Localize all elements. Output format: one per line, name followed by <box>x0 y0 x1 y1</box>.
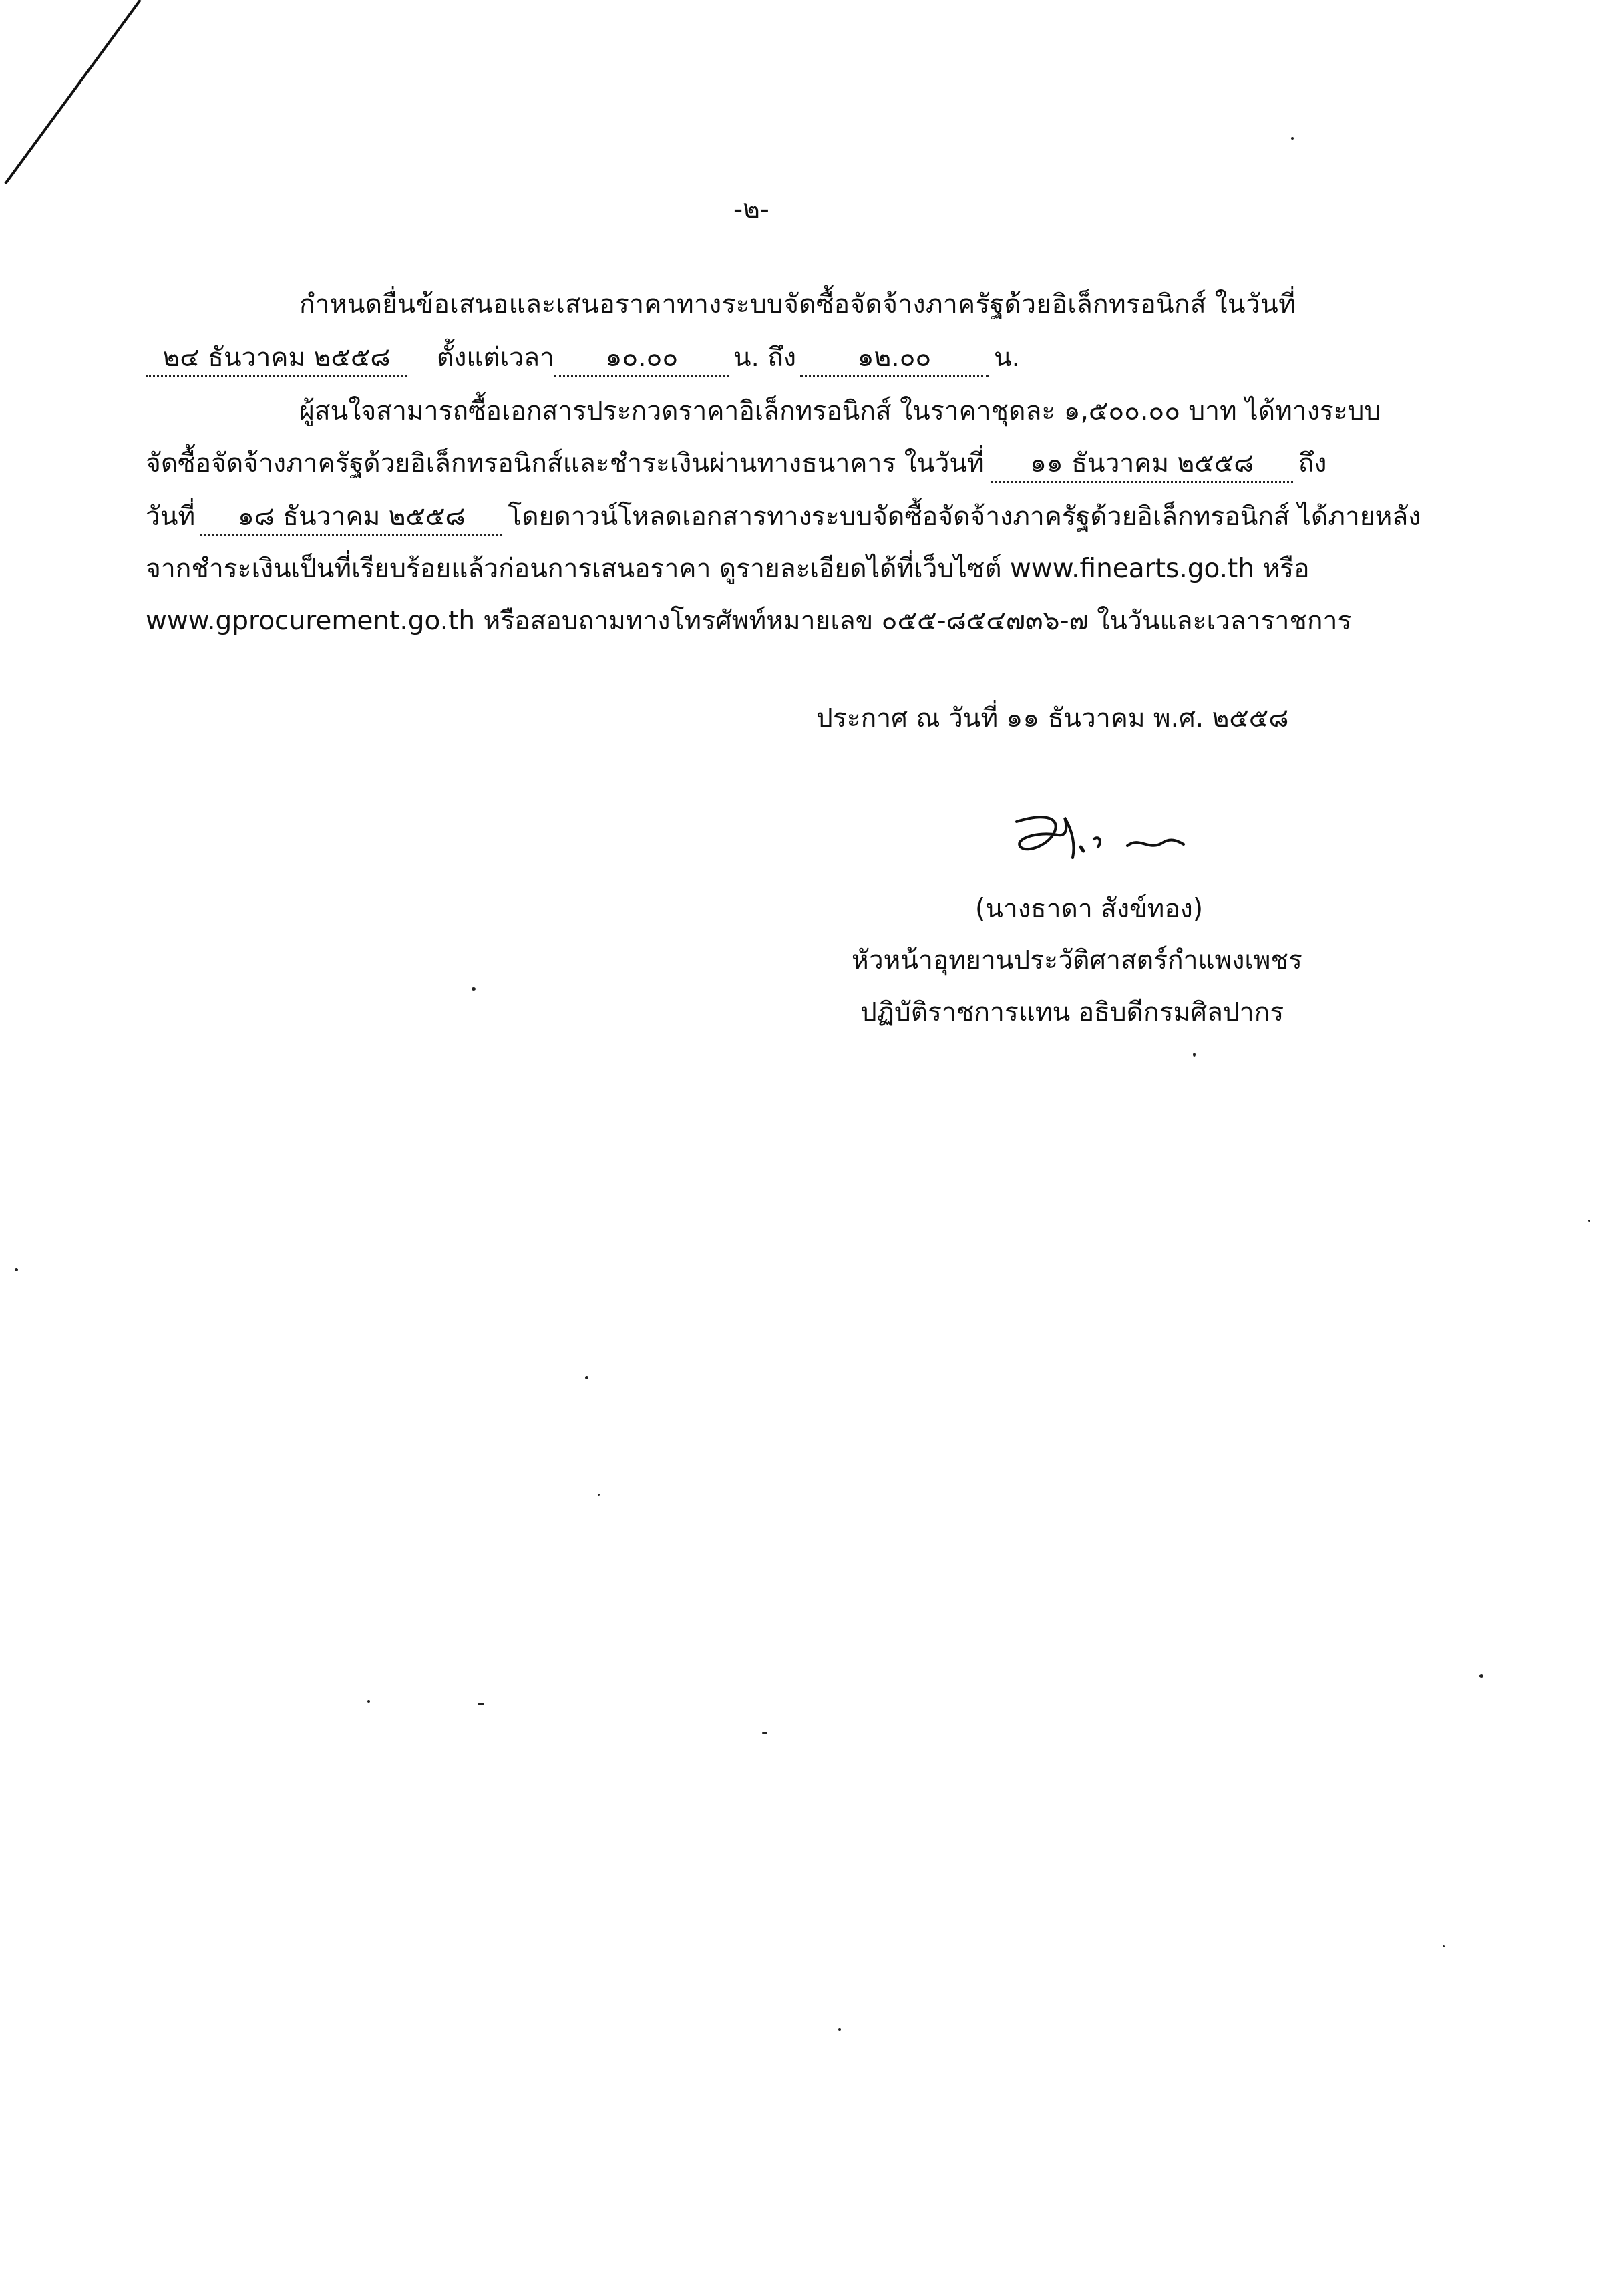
page-corner-mark <box>0 0 154 200</box>
purchase-info-line-4: จากชำระเงินเป็นที่เรียบร้อยแล้วก่อนการเสนอราคา ดูรายละเอียดได้ที่เว็บไซต์ www.finearts.go.th หรือ <box>146 554 1310 584</box>
signatory-position: หัวหน้าอุทยานประวัติศาสตร์กำแพงเพชร <box>852 945 1302 975</box>
purchase-info-line-1: ผู้สนใจสามารถซื้อเอกสารประกวดราคาอิเล็กทรอนิกส์ ในราคาชุดละ ๑,๕๐๐.๐๐ บาท ได้ทางระบบ <box>299 396 1381 426</box>
signatory-acting-title: ปฏิบัติราชการแทน อธิบดีกรมศิลปากร <box>860 997 1284 1027</box>
end-time: ๑๒.๐๐ <box>800 341 989 377</box>
page-number: -๒- <box>733 194 769 224</box>
purchase-info-line-5: www.gprocurement.go.th หรือสอบถามทางโทรศัพท์หมายเลข ๐๕๕-๘๕๔๗๓๖-๗ ในวันและเวลาราชการ <box>146 606 1352 636</box>
submission-deadline-line-1: กำหนดยื่นข้อเสนอและเสนอราคาทางระบบจัดซื้อจัดจ้างภาครัฐด้วยอิเล็กทรอนิกส์ ในวันที่ <box>299 289 1296 319</box>
purchase-to-word: ถึง <box>1298 448 1327 478</box>
submission-deadline-line-2 <box>146 341 1020 377</box>
download-instructions: โดยดาวน์โหลดเอกสารทางระบบจัดซื้อจัดจ้างภาครัฐด้วยอิเล็กทรอนิกส์ ได้ภายหลัง <box>508 502 1421 532</box>
start-time: ๑๐.๐๐ <box>554 341 729 377</box>
submission-date: ๒๔ ธันวาคม ๒๕๕๘ <box>146 341 407 377</box>
purchase-period-prefix: จัดซื้อจัดจ้างภาครัฐด้วยอิเล็กทรอนิกส์และชำระเงินผ่านทางธนาคาร ในวันที่ <box>146 448 985 478</box>
announcement-date: ประกาศ ณ วันที่ ๑๑ ธันวาคม พ.ศ. ๒๕๕๘ <box>816 703 1289 733</box>
purchase-info-line-3 <box>146 500 1421 536</box>
handwritten-signature <box>1002 802 1202 875</box>
purchase-start-date: ๑๑ ธันวาคม ๒๕๕๘ <box>991 446 1293 483</box>
purchase-end-prefix: วันที่ <box>146 502 196 532</box>
signatory-name: (นางธาดา สังข์ทอง) <box>975 894 1204 924</box>
from-time-label: ตั้งแต่เวลา <box>437 343 554 373</box>
purchase-info-line-2 <box>146 446 1326 483</box>
purchase-end-date: ๑๘ ธันวาคม ๒๕๕๘ <box>200 500 502 536</box>
time-unit: น. <box>994 343 1021 373</box>
to-time-label: น. ถึง <box>733 343 796 373</box>
